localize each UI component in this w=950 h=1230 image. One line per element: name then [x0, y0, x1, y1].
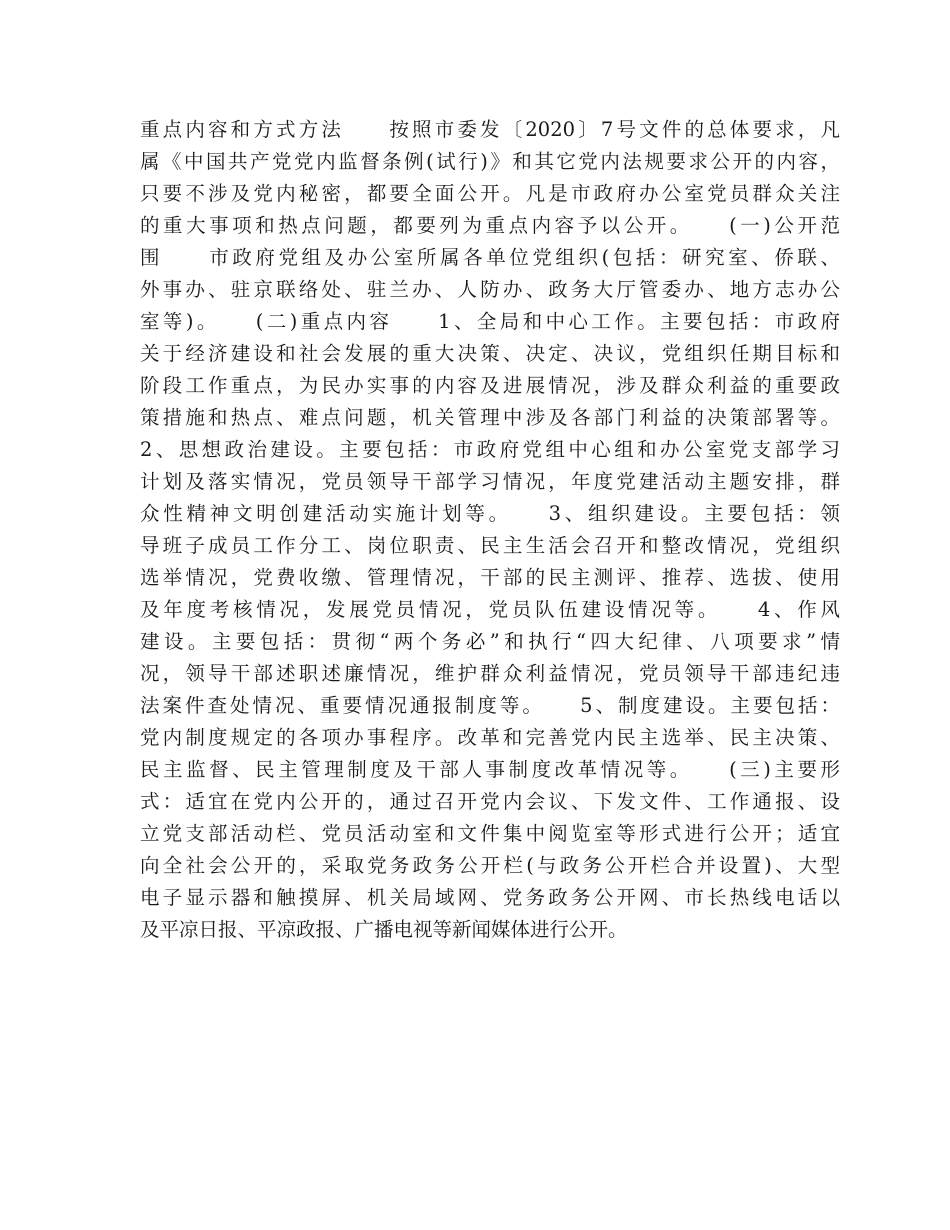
body-text: [140, 114, 840, 946]
text-line: 的重大事项和热点问题，都要列为重点内容予以公开。 (一)公开范: [140, 214, 840, 237]
text-line: 立党支部活动栏、党员活动室和文件集中阅览室等形式进行公开；适宜: [140, 822, 840, 845]
text-line: 民主监督、民主管理制度及干部人事制度改革情况等。 (三)主要形: [140, 758, 840, 781]
text-line: 向全社会公开的，采取党务政务公开栏(与政务公开栏合并设置)、大型: [140, 854, 840, 877]
text-line: 建设。主要包括：贯彻“两个务必”和执行“四大纪律、八项要求”情: [140, 630, 840, 653]
text-line: 法案件查处情况、重要情况通报制度等。 5、制度建设。主要包括：: [140, 694, 840, 717]
text-line: 外事办、驻京联络处、驻兰办、人防办、政务大厅管委办、地方志办公: [140, 278, 840, 301]
text-line: 室等)。 (二)重点内容 1、全局和中心工作。主要包括：市政府: [140, 310, 840, 333]
text-line: 属《中国共产党党内监督条例(试行)》和其它党内法规要求公开的内容，: [140, 150, 840, 173]
text-line: 计划及落实情况，党员领导干部学习情况，年度党建活动主题安排，群: [140, 470, 840, 493]
text-line: 党内制度规定的各项办事程序。改革和完善党内民主选举、民主决策、: [140, 726, 840, 749]
text-line: 导班子成员工作分工、岗位职责、民主生活会召开和整改情况，党组织: [140, 534, 840, 557]
text-line: 式：适宜在党内公开的，通过召开党内会议、下发文件、工作通报、设: [140, 790, 840, 813]
text-line: 只要不涉及党内秘密，都要全面公开。凡是市政府办公室党员群众关注: [140, 182, 840, 205]
text-line: 关于经济建设和社会发展的重大决策、决定、决议，党组织任期目标和: [140, 342, 840, 365]
text-line: 2、思想政治建设。主要包括：市政府党组中心组和办公室党支部学习: [140, 438, 840, 461]
text-line: 电子显示器和触摸屏、机关局域网、党务政务公开网、市长热线电话以: [140, 886, 840, 909]
text-line: 及年度考核情况，发展党员情况，党员队伍建设情况等。 4、作风: [140, 598, 840, 621]
text-line-last: 及平凉日报、平凉政报、广播电视等新闻媒体进行公开。: [140, 918, 628, 941]
text-line: 众性精神文明创建活动实施计划等。 3、组织建设。主要包括：领: [140, 502, 840, 525]
text-line: 重点内容和方式方法 按照市委发〔2020〕7号文件的总体要求，凡: [140, 118, 840, 141]
text-line: 围 市政府党组及办公室所属各单位党组织(包括：研究室、侨联、: [140, 246, 840, 269]
text-line: 阶段工作重点，为民办实事的内容及进展情况，涉及群众利益的重要政: [140, 374, 840, 397]
text-line: 策措施和热点、难点问题，机关管理中涉及各部门利益的决策部署等。: [140, 406, 840, 429]
text-line: 况，领导干部述职述廉情况，维护群众利益情况，党员领导干部违纪违: [140, 662, 840, 685]
text-line: 选举情况，党费收缴、管理情况，干部的民主测评、推荐、选拔、使用: [140, 566, 840, 589]
